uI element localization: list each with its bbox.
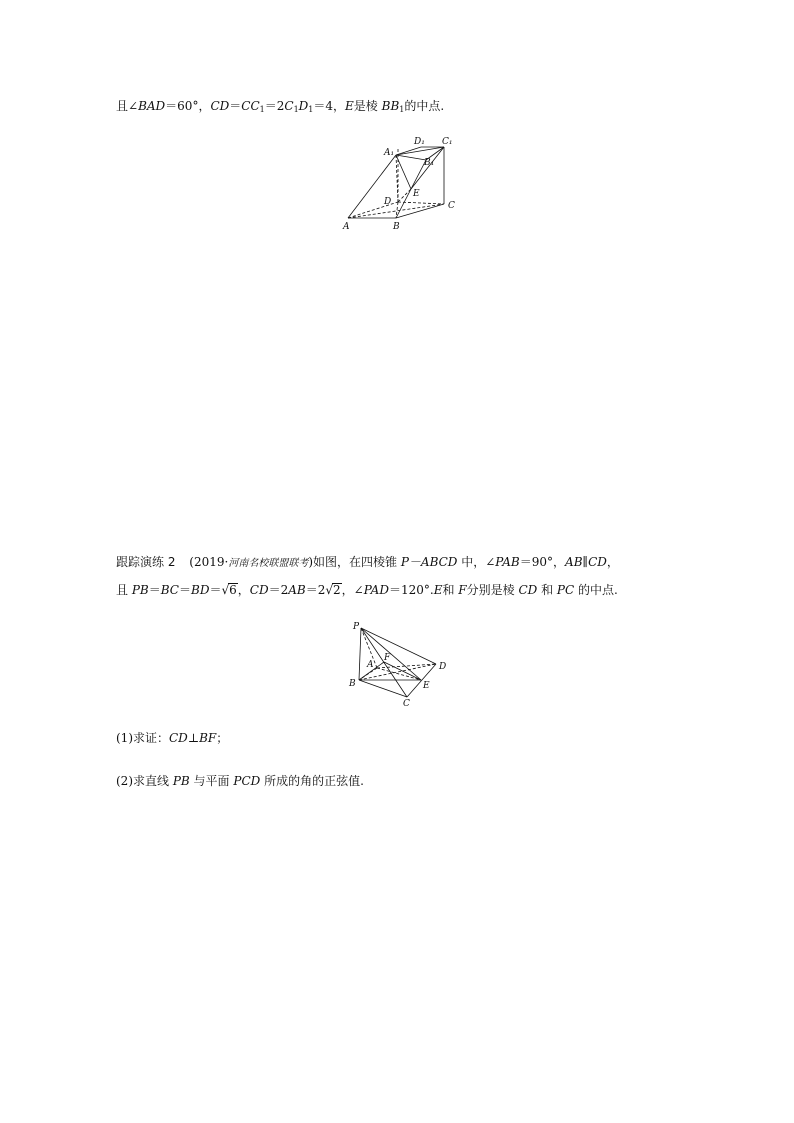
label-d: D xyxy=(439,662,447,672)
question-2: (2)求直线 PB 与平面 PCD 所成的角的正弦值. xyxy=(116,774,364,788)
label-d1: D₁ xyxy=(414,137,425,147)
label-e: E xyxy=(423,681,430,691)
edge-c-d xyxy=(407,664,436,697)
label-a: A xyxy=(343,222,350,232)
problem2-statement-line2: 且 PB＝BC＝BD＝√6，CD＝2AB＝2√2，∠PAD＝120°.E和 F分别是棱 CD 和 PC 的中点. xyxy=(116,583,618,597)
edge-p-b xyxy=(359,628,361,680)
label-c: C xyxy=(403,699,410,709)
source-name: 河南名校联盟联考 xyxy=(228,558,309,569)
label-a1: A₁ xyxy=(384,148,395,158)
problem1-statement: 且∠BAD＝60°，$CD=CC_1=2C_1D_1=4$，E是棱 $BB_1$的中点. xyxy=(116,99,445,114)
label-a: A xyxy=(367,660,374,670)
label-e: E xyxy=(413,189,420,199)
label-c1: C₁ xyxy=(442,137,453,147)
question-1: (1)求证：CD⊥BF； xyxy=(116,731,229,745)
label-b1: B₁ xyxy=(424,158,435,168)
label-c: C xyxy=(448,201,455,211)
problem2-statement-line1: 跟踪演练 2 (2019·河南名校联盟联考)如图，在四棱锥 P－ABCD 中，∠PAB＝90°，AB∥CD， xyxy=(116,555,619,569)
edge-b-c xyxy=(359,680,407,697)
label-d: D xyxy=(384,197,392,207)
label-p: P xyxy=(353,622,360,632)
edge-p-d xyxy=(361,628,436,664)
label-f: F xyxy=(384,653,391,663)
label-b: B xyxy=(349,679,356,689)
practice-label: 跟踪演练 2 xyxy=(116,555,176,569)
label-b: B xyxy=(393,222,400,232)
